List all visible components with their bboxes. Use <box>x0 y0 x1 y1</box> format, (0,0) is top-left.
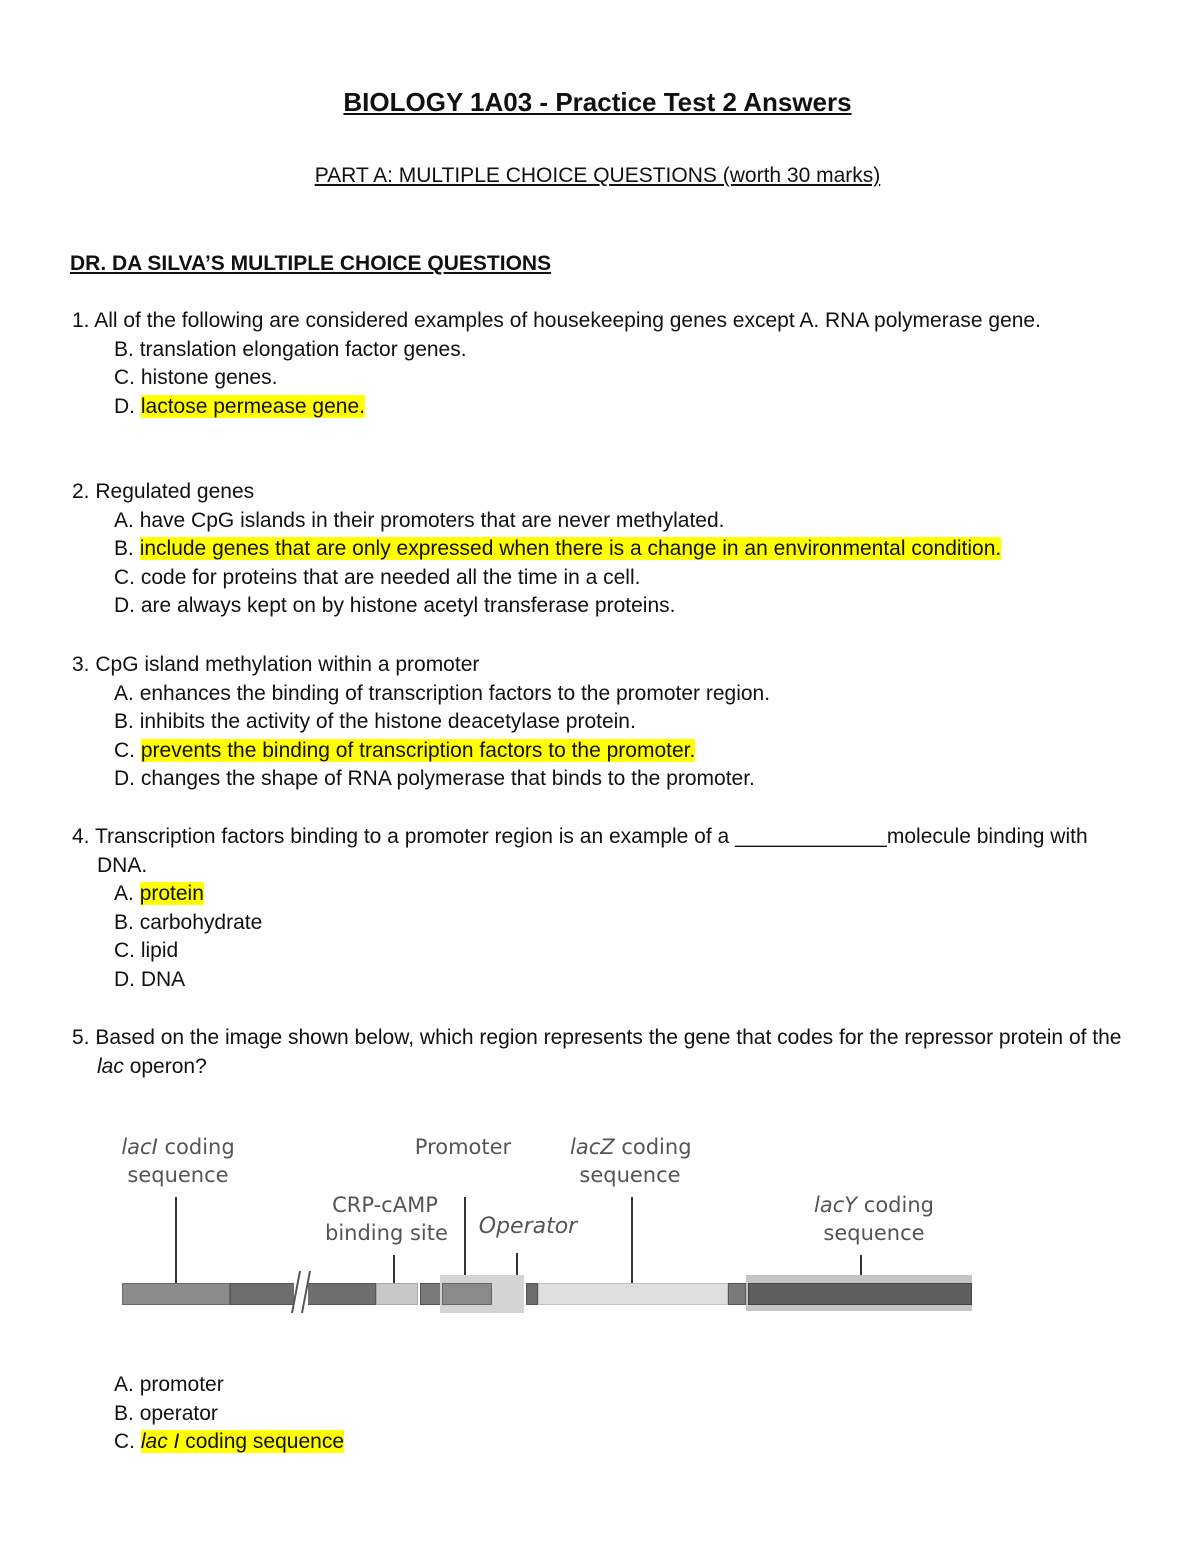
option-c: C. lipid <box>114 939 179 962</box>
promoter-segment <box>442 1283 492 1305</box>
option-text: promoter <box>139 1373 224 1396</box>
crp-binding-segment <box>376 1283 418 1305</box>
correct-answer-highlight: lactose permease gene. <box>140 394 365 418</box>
question-text: All of the following are considered examples of housekeeping genes except A. RNA polymerase gene. <box>94 309 1041 332</box>
option-b: B. translation elongation factor genes. <box>114 337 467 361</box>
question-text: CpG island methylation within a promoter <box>95 653 480 676</box>
operator-edge-segment <box>526 1283 538 1305</box>
option-b: B. inhibits the activity of the histone deacetylase protein. <box>114 710 636 733</box>
option-text: have CpG islands in their promoters that are never methylated. <box>139 508 725 532</box>
spacer-segment <box>420 1283 442 1305</box>
option-text: code for proteins that are needed all the time in a cell. <box>140 565 641 589</box>
correct-answer-highlight: include genes that are only expressed when there is a change in an environmental condition. <box>139 537 1002 560</box>
option-text: inhibits the activity of the histone deacetylase protein. <box>139 710 636 733</box>
option-text: are always kept on by histone acetyl transferase proteins. <box>140 594 676 617</box>
question-text: Based on the image shown below, which region represents the gene that codes for the repressor protein of the <box>95 1026 1122 1049</box>
correct-answer-highlight: prevents the binding of transcription factors to the promoter. <box>140 738 696 762</box>
correct-answer-highlight: protein <box>139 882 204 905</box>
lacy-label: lacY coding sequence <box>814 1193 934 1245</box>
question-text-end: operon? <box>129 1054 207 1078</box>
option-c: C. code for proteins that are needed all the time in a cell. <box>114 565 641 589</box>
question-4 <box>72 823 1132 994</box>
spacer-segment-2 <box>728 1283 746 1305</box>
option-d: D. DNA <box>114 967 186 991</box>
page-title: BIOLOGY 1A03 - Practice Test 2 Answers <box>343 87 852 117</box>
question-number: 5. <box>72 1026 90 1049</box>
question-5-options <box>72 1371 344 1457</box>
promoter-pointer-line <box>464 1197 466 1285</box>
question-stem <box>72 478 1132 507</box>
operator-label: Operator <box>478 1214 578 1239</box>
lacy-segment <box>748 1283 972 1305</box>
option-c: C. prevents the binding of transcription factors to the promoter. <box>114 738 696 762</box>
option-text: DNA <box>140 967 186 991</box>
question-text-italic: lac <box>97 1054 124 1078</box>
laci-pointer-line <box>175 1197 177 1283</box>
crp-pointer-line <box>393 1255 395 1283</box>
question-text: Transcription factors binding to a promoter region is an example of a _____________molecule binding with DNA. <box>94 825 1088 877</box>
lac-operon-diagram <box>110 1125 990 1325</box>
option-a: A. enhances the binding of transcription factors to the promoter region. <box>114 681 771 705</box>
option-text: lipid <box>140 939 179 962</box>
option-d: D. changes the shape of RNA polymerase that binds to the promoter. <box>114 767 755 790</box>
option-c: C. histone genes. <box>114 366 278 389</box>
option-a: A. protein <box>114 882 204 905</box>
option-b: B. carbohydrate <box>114 910 263 934</box>
question-number: 1. <box>72 309 90 332</box>
option-c: C. lac I coding sequence <box>114 1430 344 1453</box>
correct-answer-highlight: lac I coding sequence <box>140 1430 344 1453</box>
question-2 <box>72 478 1132 621</box>
option-a: A. have CpG islands in their promoters that are never methylated. <box>114 508 725 532</box>
question-stem <box>72 1024 1132 1081</box>
question-number: 3. <box>72 653 90 676</box>
sequence-break-icon <box>286 1267 316 1317</box>
crp-camp-label: CRP-cAMP binding site <box>325 1193 448 1245</box>
laci-segment-1 <box>122 1283 230 1305</box>
option-text: enhances the binding of transcription factors to the promoter region. <box>139 681 771 705</box>
laci-label: lacI coding sequence <box>121 1135 235 1187</box>
part-heading: PART A: MULTIPLE CHOICE QUESTIONS (worth 30 marks) <box>314 164 881 187</box>
option-text: changes the shape of RNA polymerase that binds to the promoter. <box>140 767 755 790</box>
question-number: 4. <box>72 825 90 848</box>
lacz-segment <box>538 1283 728 1305</box>
option-a: A. promoter <box>114 1373 224 1396</box>
lacz-label: lacZ coding sequence <box>570 1135 692 1187</box>
option-text: carbohydrate <box>139 910 263 934</box>
question-5 <box>72 1024 1132 1081</box>
question-3 <box>72 651 1132 794</box>
section-heading: DR. DA SILVA’S MULTIPLE CHOICE QUESTIONS <box>70 252 552 275</box>
option-text: histone genes. <box>140 366 278 389</box>
question-number: 2. <box>72 480 90 503</box>
option-text: translation elongation factor genes. <box>139 337 467 361</box>
option-text: operator <box>139 1401 218 1425</box>
question-1 <box>72 307 1132 421</box>
question-text: Regulated genes <box>95 480 255 503</box>
question-stem <box>72 823 1132 880</box>
option-b: B. include genes that are only expressed when there is a change in an environmental condition. <box>114 537 1002 560</box>
lacz-pointer-line <box>631 1197 633 1283</box>
promoter-label: Promoter <box>414 1135 512 1159</box>
option-d: D. are always kept on by histone acetyl transferase proteins. <box>114 594 676 617</box>
question-stem <box>72 651 1132 680</box>
question-stem <box>72 307 1132 336</box>
option-d: D. lactose permease gene. <box>114 394 365 418</box>
option-b: B. operator <box>114 1401 218 1425</box>
